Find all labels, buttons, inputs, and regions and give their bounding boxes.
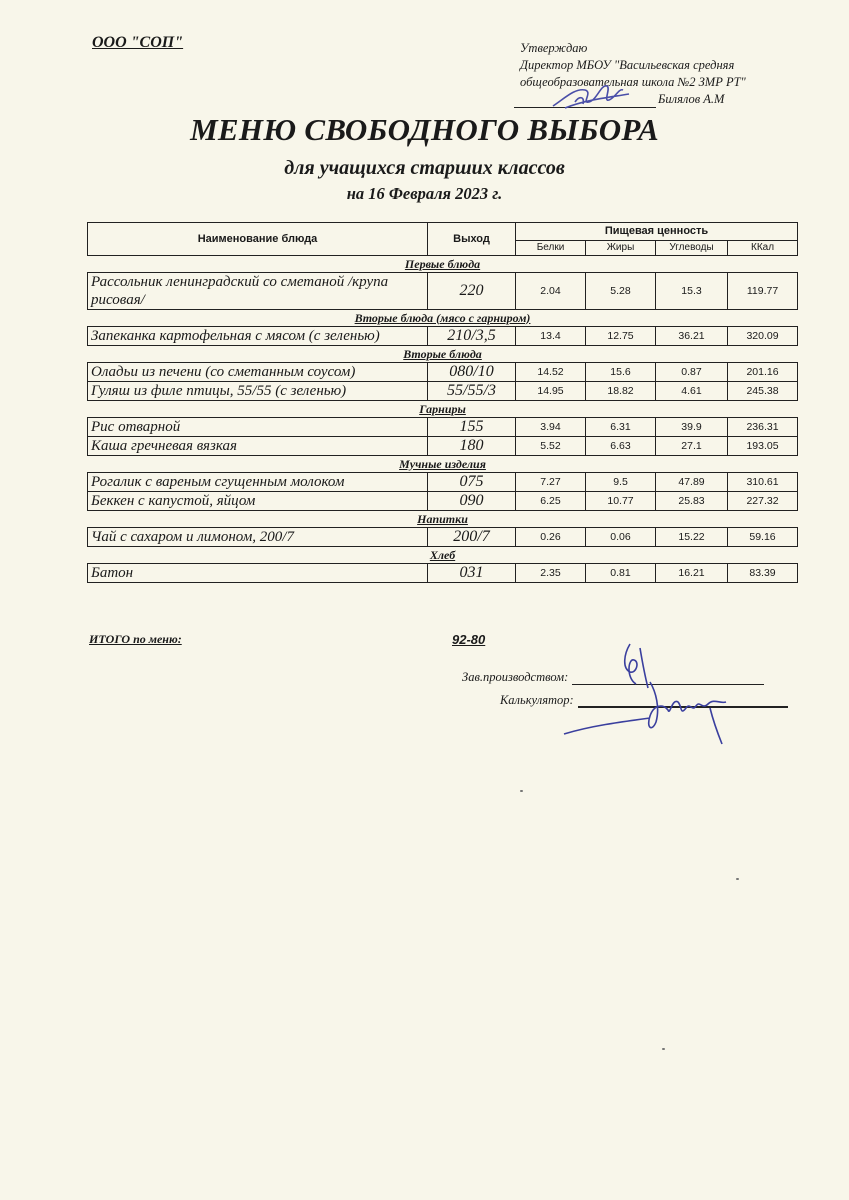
table-row [88,382,798,401]
table-row [88,363,798,382]
dish-name: Гуляш из филе птицы, 55/55 (с зеленью) [88,382,428,401]
calculator-label: Калькулятор: [500,693,574,707]
dish-protein: 2.35 [516,564,586,583]
section-title: Вторые блюда (мясо с гарниром) [88,310,798,327]
dish-fat: 9.5 [586,473,656,492]
section-header [88,401,798,418]
menu-date: на 16 Февраля 2023 г. [346,184,503,203]
dish-yield: 090 [428,492,516,511]
dish-name: Оладьи из печени (со сметанным соусом) [88,363,428,382]
section-title: Первые блюда [88,256,798,273]
dish-protein: 14.52 [516,363,586,382]
dish-fat: 12.75 [586,327,656,346]
header-protein: Белки [516,240,586,255]
dish-carbs: 27.1 [656,437,728,456]
dish-kcal: 320.09 [728,327,798,346]
calculator-signature-icon [560,668,740,748]
dish-yield: 55/55/3 [428,382,516,401]
menu-table [87,222,798,583]
section-title: Вторые блюда [88,346,798,363]
approval-line-1: Утверждаю [520,41,588,55]
dish-kcal: 59.16 [728,528,798,547]
dish-kcal: 201.16 [728,363,798,382]
scan-speck [736,878,739,880]
dish-yield: 210/3,5 [428,327,516,346]
dish-yield: 075 [428,473,516,492]
page-subtitle: для учащихся старших классов [284,157,565,179]
section-title: Мучные изделия [88,456,798,473]
dish-carbs: 16.21 [656,564,728,583]
dish-carbs: 39.9 [656,418,728,437]
dish-carbs: 15.3 [656,273,728,310]
section-header [88,256,798,273]
dish-name: Батон [88,564,428,583]
dish-name: Рогалик с вареным сгущенным молоком [88,473,428,492]
dish-name: Запеканка картофельная с мясом (с зеленью) [88,327,428,346]
dish-yield: 080/10 [428,363,516,382]
dish-fat: 5.28 [586,273,656,310]
dish-fat: 0.06 [586,528,656,547]
dish-kcal: 236.31 [728,418,798,437]
dish-yield: 155 [428,418,516,437]
company-name: ООО "СОП" [92,34,184,51]
dish-yield: 220 [428,273,516,310]
header-dish-name: Наименование блюда [88,223,428,256]
dish-fat: 15.6 [586,363,656,382]
table-row [88,273,798,310]
dish-name: Каша гречневая вязкая [88,437,428,456]
dish-protein: 3.94 [516,418,586,437]
dish-protein: 5.52 [516,437,586,456]
section-title: Гарниры [88,401,798,418]
header-nutrition: Пищевая ценность [516,223,798,241]
dish-yield: 200/7 [428,528,516,547]
dish-protein: 7.27 [516,473,586,492]
dish-kcal: 193.05 [728,437,798,456]
dish-carbs: 15.22 [656,528,728,547]
section-header [88,456,798,473]
dish-fat: 6.63 [586,437,656,456]
section-title: Напитки [88,511,798,528]
table-row [88,528,798,547]
header-carbs: Углеводы [656,240,728,255]
dish-kcal: 119.77 [728,273,798,310]
section-header [88,346,798,363]
dish-protein: 0.26 [516,528,586,547]
dish-protein: 2.04 [516,273,586,310]
approval-line-3: общеобразовательная школа №2 ЗМР РТ" [520,75,746,89]
dish-name: Рассольник ленинградский со сметаной /крупа рисовая/ [88,273,428,310]
dish-carbs: 25.83 [656,492,728,511]
dish-name: Чай с сахаром и лимоном, 200/7 [88,528,428,547]
scan-speck [520,790,523,792]
dish-name: Беккен с капустой, яйцом [88,492,428,511]
page-title: МЕНЮ СВОБОДНОГО ВЫБОРА [190,112,659,147]
dish-kcal: 83.39 [728,564,798,583]
header-kcal: ККал [728,240,798,255]
dish-fat: 6.31 [586,418,656,437]
header-fat: Жиры [586,240,656,255]
dish-carbs: 0.87 [656,363,728,382]
dish-fat: 10.77 [586,492,656,511]
total-value: 92-80 [452,632,486,647]
section-header [88,511,798,528]
director-signature-icon [545,78,635,112]
total-label: ИТОГО по меню: [89,632,182,646]
dish-fat: 0.81 [586,564,656,583]
table-row [88,418,798,437]
section-title: Хлеб [88,547,798,564]
dish-protein: 14.95 [516,382,586,401]
table-row [88,473,798,492]
dish-carbs: 4.61 [656,382,728,401]
header-yield: Выход [428,223,516,256]
dish-carbs: 36.21 [656,327,728,346]
dish-kcal: 310.61 [728,473,798,492]
dish-kcal: 245.38 [728,382,798,401]
table-row [88,492,798,511]
dish-protein: 13.4 [516,327,586,346]
dish-fat: 18.82 [586,382,656,401]
table-row [88,437,798,456]
director-name: Билялов А.М [658,92,725,106]
section-header [88,310,798,327]
dish-kcal: 227.32 [728,492,798,511]
production-label: Зав.производством: [462,670,569,684]
table-row [88,564,798,583]
dish-name: Рис отварной [88,418,428,437]
table-row [88,327,798,346]
dish-protein: 6.25 [516,492,586,511]
section-header [88,547,798,564]
dish-yield: 180 [428,437,516,456]
dish-carbs: 47.89 [656,473,728,492]
dish-yield: 031 [428,564,516,583]
scan-speck [662,1048,665,1050]
approval-line-2: Директор МБОУ "Васильевская средняя [520,58,735,72]
